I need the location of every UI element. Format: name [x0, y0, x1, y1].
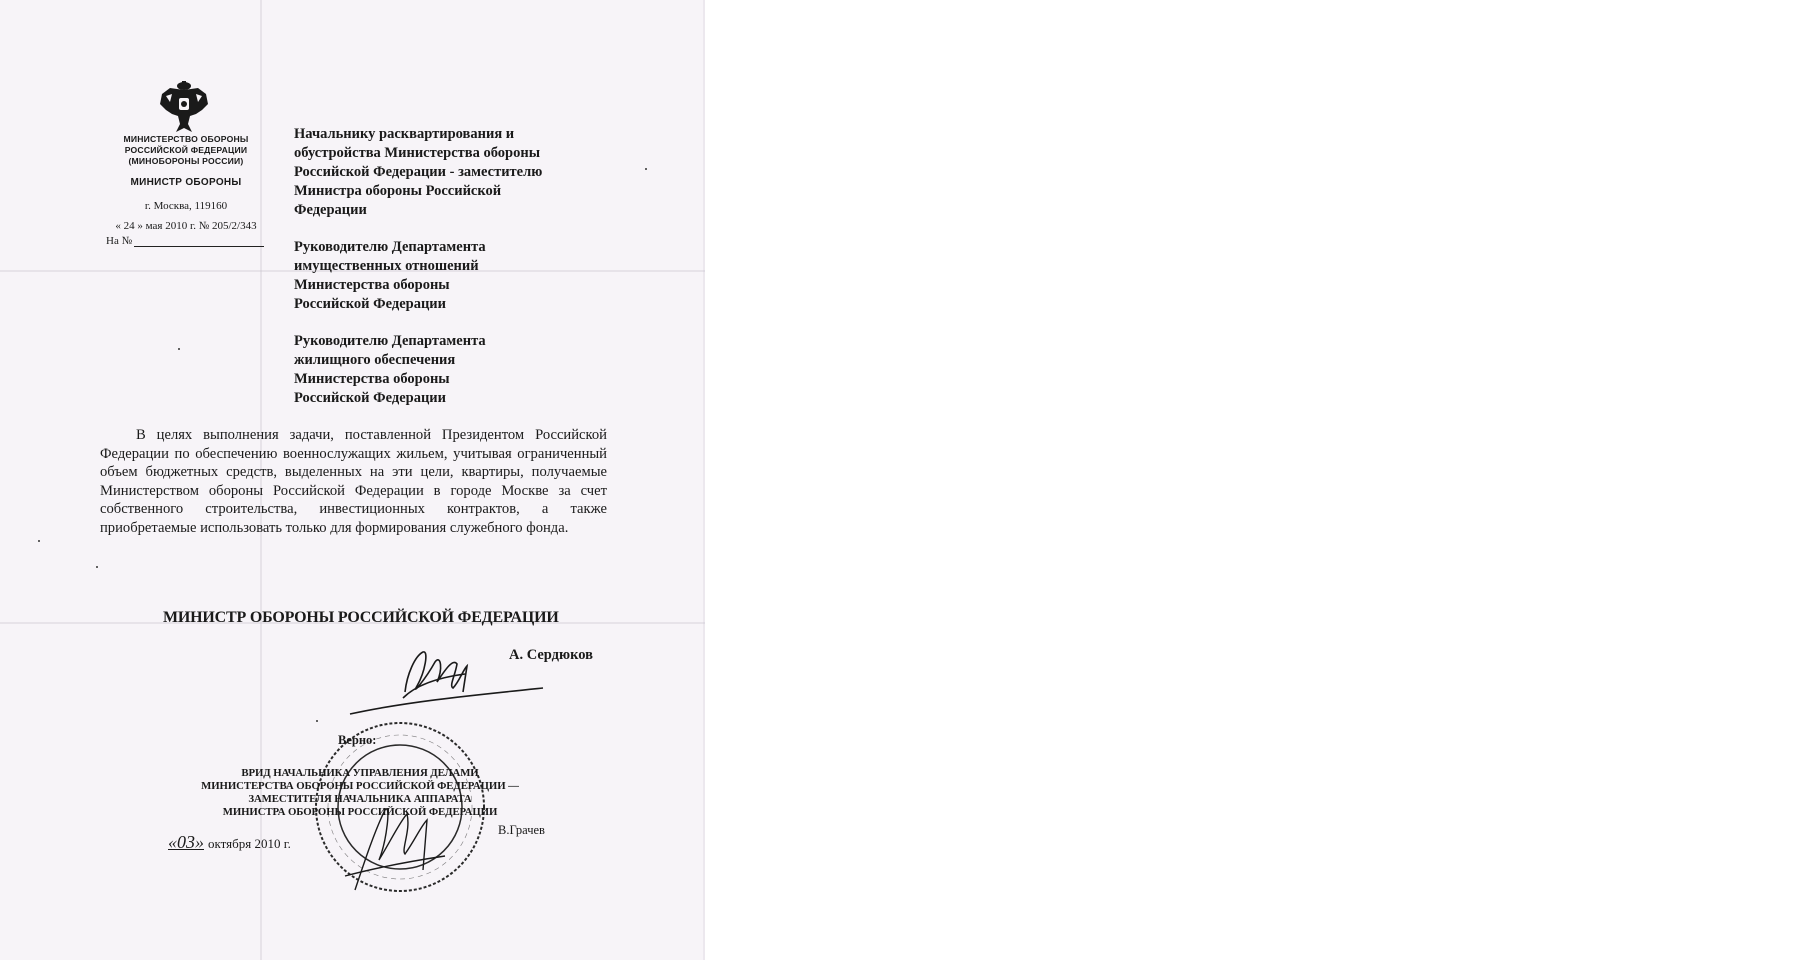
org-line: МИНИСТЕРСТВО ОБОРОНЫ	[123, 134, 249, 144]
certifier-title-line: ВРИД НАЧАЛЬНИКА УПРАВЛЕНИЯ ДЕЛАМИ	[241, 767, 479, 779]
reference-field	[106, 235, 264, 247]
speck-mark	[96, 566, 98, 568]
certifier-title-line: МИНИСТРА ОБОРОНЫ РОССИЙСКОЙ ФЕДЕРАЦИИ	[222, 806, 498, 818]
signatory-name: А. Сердюков	[509, 647, 593, 663]
addressee-block	[294, 332, 594, 408]
org-name	[96, 134, 276, 167]
certification-label: Верно:	[338, 733, 377, 747]
signatory-title: МИНИСТР ОБОРОНЫ РОССИЙСКОЙ ФЕДЕРАЦИИ	[163, 609, 559, 626]
addressee-line: Российской Федерации	[294, 390, 447, 406]
org-line: (МИНОБОРОНЫ РОССИИ)	[128, 156, 244, 166]
certification-date	[168, 832, 291, 853]
addressee-line: Министерства обороны	[294, 371, 450, 387]
certifier-signature-icon	[335, 780, 455, 900]
city-postcode: г. Москва, 119160	[144, 200, 228, 212]
addressee-block	[294, 125, 594, 220]
reference-line	[134, 236, 264, 247]
addressee-line: Руководителю Департамента	[294, 333, 486, 349]
addressee-line: Начальнику расквартирования и	[294, 126, 515, 142]
speck-mark	[645, 168, 647, 170]
addressee-line: Российской Федерации - заместителю	[294, 164, 543, 180]
speck-mark	[316, 720, 318, 722]
letter-body: В целях выполнения задачи, поставленной Президентом Российской Федерации по обеспечению военнослужащих жильем, учитывая ограниченный объем бюджетных средств, выделенных на эти цели, квартиры, получаемые Министерством обороны Российской Федерации в городе Москве за счет собственного строительства, инвестиционных контрактов, а также приобретаемые использовать только для формирования служебного фонда.	[100, 427, 607, 536]
addressee-line: Руководителю Департамента	[294, 239, 486, 255]
letter-date-number: « 24 » мая 2010 г. № 205/2/343	[115, 220, 257, 232]
speck-mark	[178, 348, 180, 350]
letter-paper	[0, 0, 705, 960]
addressee-line: Министерства обороны	[294, 277, 450, 293]
coat-of-arms-icon	[158, 80, 210, 134]
addressee-block	[294, 238, 594, 314]
addressee-line: Российской Федерации	[294, 296, 447, 312]
certifier-title-line: ЗАМЕСТИТЕЛЯ НАЧАЛЬНИКА АППАРАТА	[248, 793, 472, 805]
certification-month-year: октября 2010 г.	[208, 836, 291, 851]
minister-header: МИНИСТР ОБОРОНЫ	[130, 177, 242, 188]
addressee-line: Министра обороны Российской	[294, 183, 502, 199]
certifier-title-line: МИНИСТЕРСТВА ОБОРОНЫ РОССИЙСКОЙ ФЕДЕРАЦИИ —	[201, 780, 519, 792]
certifier-name: В.Грачев	[498, 823, 545, 837]
speck-mark	[38, 540, 40, 542]
certification-day: «03»	[168, 832, 204, 852]
addressee-line: жилищного обеспечения	[294, 352, 456, 368]
addressee-line: имущественных отношений	[294, 258, 479, 274]
addressee-line: Федерации	[294, 202, 367, 218]
reference-label: На №	[106, 235, 133, 247]
org-line: РОССИЙСКОЙ ФЕДЕРАЦИИ	[124, 145, 248, 155]
addressee-line: обустройства Министерства обороны	[294, 145, 541, 161]
